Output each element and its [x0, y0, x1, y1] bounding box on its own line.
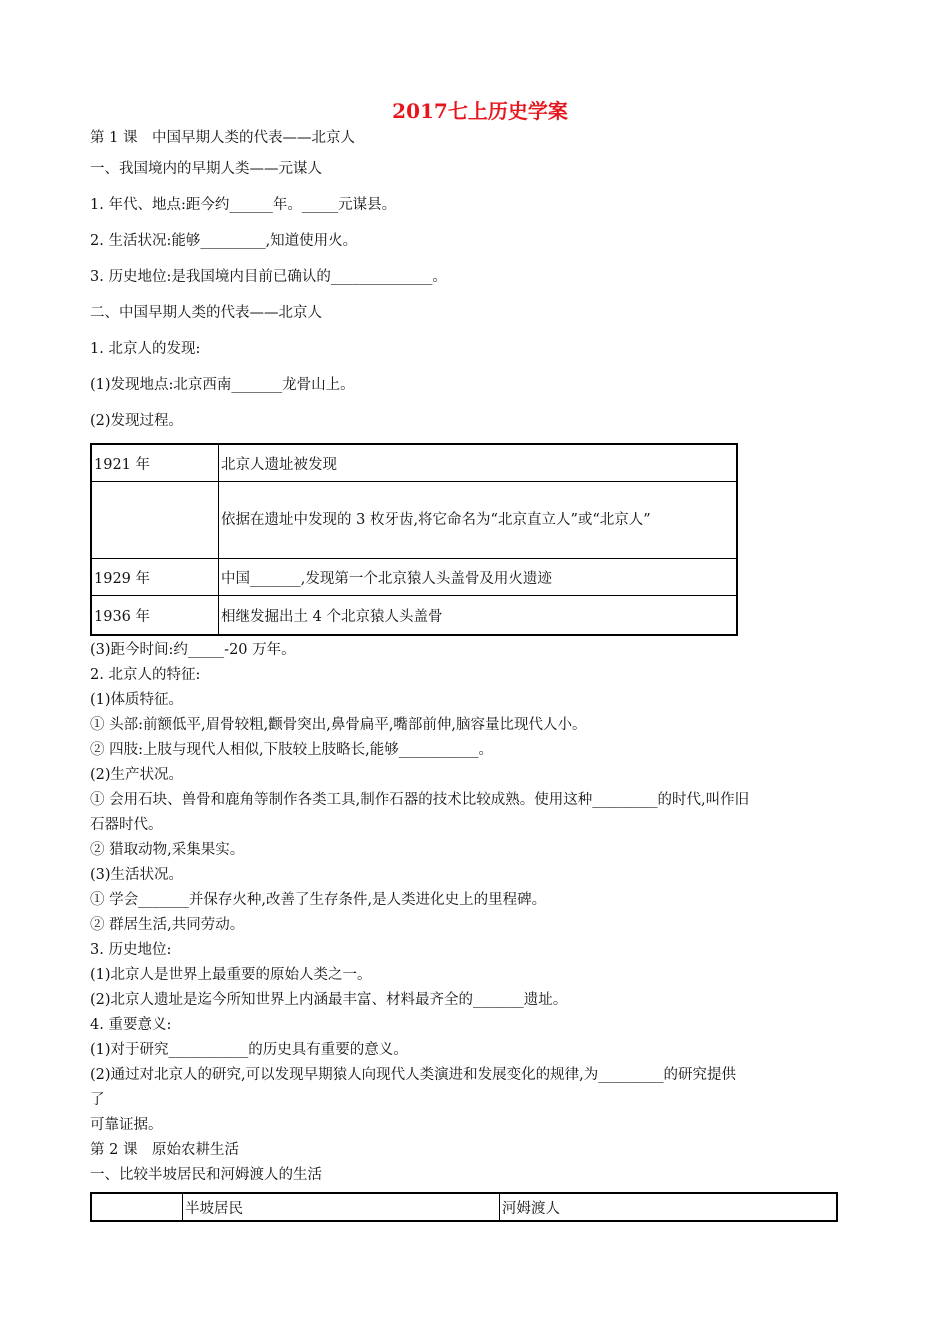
- text-line: (2)北京人遗址是迄今所知世界上内涵最丰富、材料最齐全的_______遗址。: [90, 992, 568, 1008]
- text-line: ① 头部:前额低平,眉骨较粗,颧骨突出,鼻骨扁平,嘴部前伸,脑容量比现代人小。: [90, 717, 587, 733]
- table-cell-event: 中国_______,发现第一个北京猿人头盖骨及用火遗迹: [219, 559, 738, 596]
- table-cell-event: 北京人遗址被发现: [219, 444, 738, 482]
- text-line: ② 猎取动物,采集果实。: [90, 842, 245, 858]
- table-row: [91, 482, 737, 559]
- discovery-table: [90, 443, 738, 636]
- table-cell-year: 1929 年: [91, 559, 219, 596]
- table-row: [91, 596, 737, 636]
- text-line: 2. 北京人的特征:: [90, 667, 201, 683]
- table-cell-year: 1936 年: [91, 596, 219, 636]
- text-line: (2)通过对北京人的研究,可以发现早期猿人向现代人类演进和发展变化的规律,为_________的研究提供: [90, 1067, 737, 1083]
- yuanmou-line-3: 3. 历史地位:是我国境内目前已确认的______________。: [90, 269, 447, 285]
- text-line: (1)北京人是世界上最重要的原始人类之一。: [90, 967, 372, 983]
- text-line: 可靠证据。: [90, 1117, 163, 1133]
- table-header-cell: [91, 1193, 183, 1221]
- document-page: [90, 96, 870, 1222]
- text-line: (1)体质特征。: [90, 692, 184, 708]
- beijing-line-3: (2)发现过程。: [90, 413, 184, 429]
- table-header-cell: 半坡居民: [183, 1193, 500, 1221]
- text-line: (3)生活状况。: [90, 867, 184, 883]
- table-cell-year: 1921 年: [91, 444, 219, 482]
- text-line: ① 会用石块、兽骨和鹿角等制作各类工具,制作石器的技术比较成熟。使用这种_________的时代,叫作旧: [90, 792, 750, 808]
- text-line: (1)对于研究___________的历史具有重要的意义。: [90, 1042, 408, 1058]
- section-comparison: 一、比较半坡居民和河姆渡人的生活: [90, 1167, 322, 1183]
- text-line: (2)生产状况。: [90, 767, 184, 783]
- text-line: ② 四肢:上肢与现代人相似,下肢较上肢略长,能够___________。: [90, 742, 493, 758]
- yuanmou-line-1: 1. 年代、地点:距今约______年。_____元谋县。: [90, 197, 397, 213]
- lesson1-heading: 第 1 课 中国早期人类的代表——北京人: [90, 130, 355, 146]
- text-line: 3. 历史地位:: [90, 942, 172, 958]
- beijing-line-1: 1. 北京人的发现:: [90, 341, 201, 357]
- table-row: [91, 559, 737, 596]
- table-cell-event: 相继发掘出土 4 个北京猿人头盖骨: [219, 596, 738, 636]
- beijing-line-2: (1)发现地点:北京西南_______龙骨山上。: [90, 377, 355, 393]
- text-line: ② 群居生活,共同劳动。: [90, 917, 245, 933]
- document-title: 2017七上历史学案: [392, 99, 568, 123]
- table-row: [91, 444, 737, 482]
- section-beijing: 二、中国早期人类的代表——北京人: [90, 305, 322, 321]
- table-header-row: [91, 1193, 837, 1221]
- table-cell-event: 依据在遗址中发现的 3 枚牙齿,将它命名为“北京直立人”或“北京人”: [219, 482, 738, 559]
- text-line: 石器时代。: [90, 817, 163, 833]
- text-line: 了: [90, 1092, 105, 1108]
- table-cell-year: [91, 482, 219, 559]
- text-line: 4. 重要意义:: [90, 1017, 172, 1033]
- lesson2-heading: 第 2 课 原始农耕生活: [90, 1142, 239, 1158]
- text-line: ① 学会_______并保存火种,改善了生存条件,是人类进化史上的里程碑。: [90, 892, 547, 908]
- table-header-cell: 河姆渡人: [500, 1193, 838, 1221]
- comparison-table: [90, 1192, 838, 1222]
- text-line: (3)距今时间:约_____-20 万年。: [90, 642, 296, 658]
- yuanmou-line-2: 2. 生活状况:能够_________,知道使用火。: [90, 233, 358, 249]
- section-yuanmou: 一、我国境内的早期人类——元谋人: [90, 161, 322, 177]
